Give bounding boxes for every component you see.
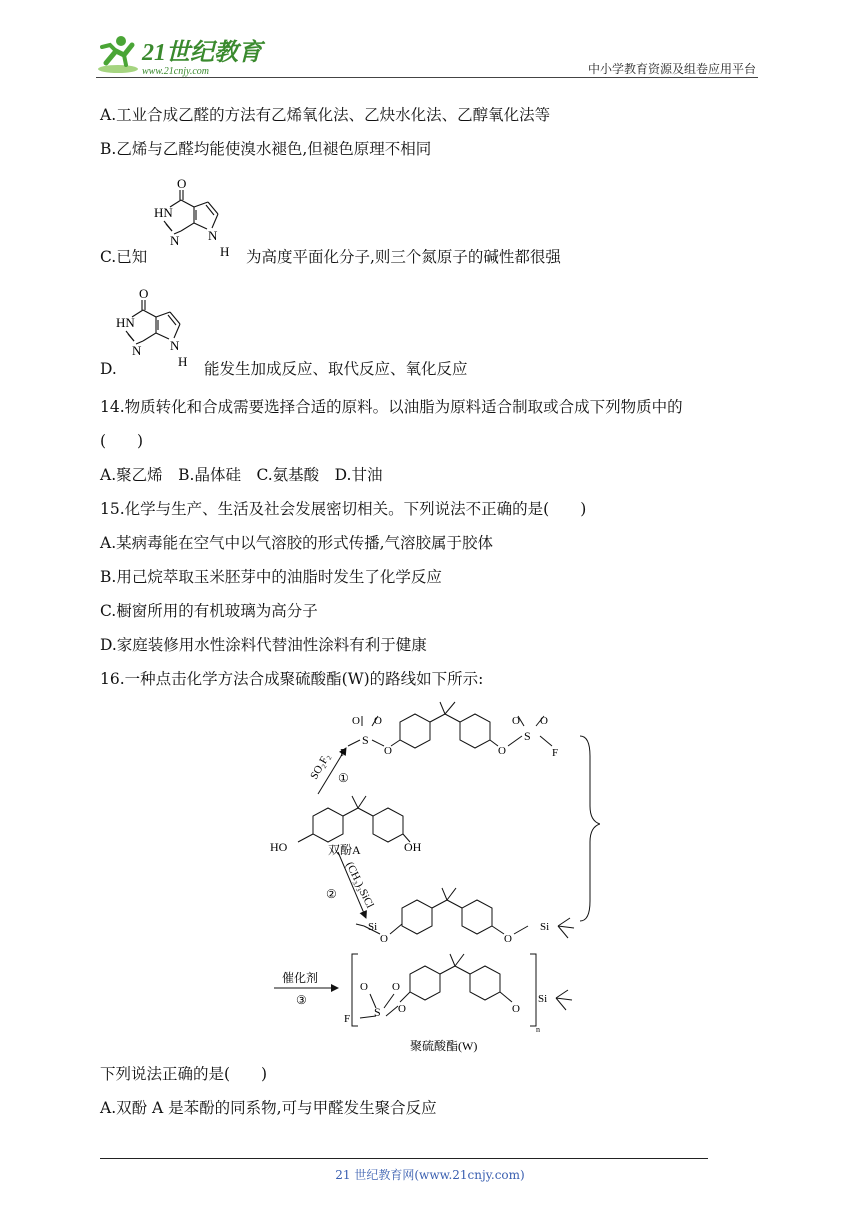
- q15-option-d: D.家庭装修用水性涂料代替油性涂料有利于健康: [100, 636, 427, 654]
- oxygen-label: O: [374, 715, 382, 727]
- q13-option-c-suffix: 为高度平面化分子,则三个氮原子的碱性都很强: [246, 248, 561, 266]
- oxygen-label: O: [352, 715, 360, 727]
- oxygen-label: O: [139, 286, 149, 301]
- q15-option-a: A.某病毒能在空气中以气溶胶的形式传播,气溶胶属于胶体: [100, 534, 494, 552]
- q16-option-a: A.双酚 A 是苯酚的同系物,可与甲醛发生聚合反应: [100, 1099, 437, 1117]
- h-label: H: [220, 244, 230, 259]
- oxygen-label: O: [498, 745, 506, 757]
- oxygen-label: O: [540, 715, 548, 727]
- runner-logo-icon: [96, 33, 266, 77]
- pyrrolopyrimidinone-structure-d: [112, 286, 207, 376]
- header-platform-text: 中小学教育资源及组卷应用平台: [587, 62, 756, 76]
- q15-option-c: C.橱窗所用的有机玻璃为高分子: [100, 602, 318, 620]
- q16-question: 下列说法正确的是( ): [100, 1065, 268, 1083]
- q16-stem: 16.一种点击化学方法合成聚硫酸酯(W)的路线如下所示:: [100, 670, 484, 688]
- step-2-label: ②: [326, 887, 337, 901]
- q13-option-a: A.工业合成乙醛的方法有乙烯氧化法、乙炔水化法、乙醇氧化法等: [100, 106, 551, 124]
- n-label: N: [132, 343, 142, 358]
- q14-stem: 14.物质转化和合成需要选择合适的原料。以油脂为原料适合制取或合成下列物质中的: [100, 398, 683, 416]
- pyrrolopyrimidinone-structure-c: [150, 176, 245, 266]
- header-rule: [96, 77, 758, 78]
- si-label: Si: [540, 921, 550, 933]
- n-label: N: [208, 228, 218, 243]
- q14-options: A.聚乙烯 B.晶体硅 C.氨基酸 D.甘油: [100, 466, 383, 484]
- n-label: N: [170, 233, 180, 248]
- oxygen-label: O: [360, 981, 368, 993]
- sulfur-label: S: [362, 733, 369, 747]
- oxygen-label: O: [398, 1003, 406, 1015]
- hn-label: HN: [116, 315, 135, 330]
- oxygen-label: O: [380, 933, 388, 945]
- logo-text: 21世纪教育: [142, 40, 262, 66]
- si-label: Si: [368, 921, 378, 933]
- oxygen-label: O: [177, 176, 187, 191]
- q13-option-d-suffix: 能发生加成反应、取代反应、氧化反应: [204, 360, 468, 378]
- ho-label: HO: [270, 840, 288, 854]
- reagent-so2f2: SO₂F₂: [308, 751, 333, 782]
- repeat-n-label: n: [536, 1025, 540, 1034]
- footer-rule: [100, 1158, 708, 1159]
- oh-label: OH: [404, 840, 422, 854]
- oxygen-label: O: [512, 715, 520, 727]
- oxygen-label: O: [392, 981, 400, 993]
- reagent-tmscl: (CH₃)₃SiCl: [343, 860, 376, 911]
- polymer-w-label: 聚硫酸酯(W): [410, 1039, 478, 1053]
- fluorine-label: F: [552, 747, 559, 759]
- bisphenol-a-label: 双酚A: [328, 843, 361, 857]
- oxygen-label: O: [512, 1003, 520, 1015]
- logo-url: www.21cnjy.com: [142, 66, 210, 77]
- step-3-label: ③: [296, 993, 307, 1007]
- sulfur-label: S: [374, 1005, 381, 1019]
- oxygen-label: O: [384, 745, 392, 757]
- fluorine-label: F: [344, 1013, 351, 1025]
- site-logo: [96, 33, 266, 81]
- q15-option-b: B.用己烷萃取玉米胚芽中的油脂时发生了化学反应: [100, 568, 442, 586]
- step-1-label: ①: [338, 771, 349, 785]
- catalyst-label: 催化剂: [282, 971, 319, 985]
- q13-option-b: B.乙烯与乙醛均能使溴水褪色,但褪色原理不相同: [100, 140, 432, 158]
- oxygen-label: O: [504, 933, 512, 945]
- q13-option-d-prefix: D.: [100, 360, 117, 378]
- fluorine-label: F: [340, 747, 347, 759]
- polysulfate-synthesis-scheme: [260, 696, 600, 1056]
- q14-paren: ( ): [100, 432, 144, 450]
- q15-stem: 15.化学与生产、生活及社会发展密切相关。下列说法不正确的是( ): [100, 500, 587, 518]
- footer-link[interactable]: 21 世纪教育网(www.21cnjy.com): [335, 1168, 525, 1182]
- n-label: N: [170, 338, 180, 353]
- h-label: H: [178, 354, 188, 369]
- q13-option-c-prefix: C.已知: [100, 248, 148, 266]
- sulfur-label: S: [524, 729, 531, 743]
- si-label: Si: [538, 993, 548, 1005]
- hn-label: HN: [154, 205, 173, 220]
